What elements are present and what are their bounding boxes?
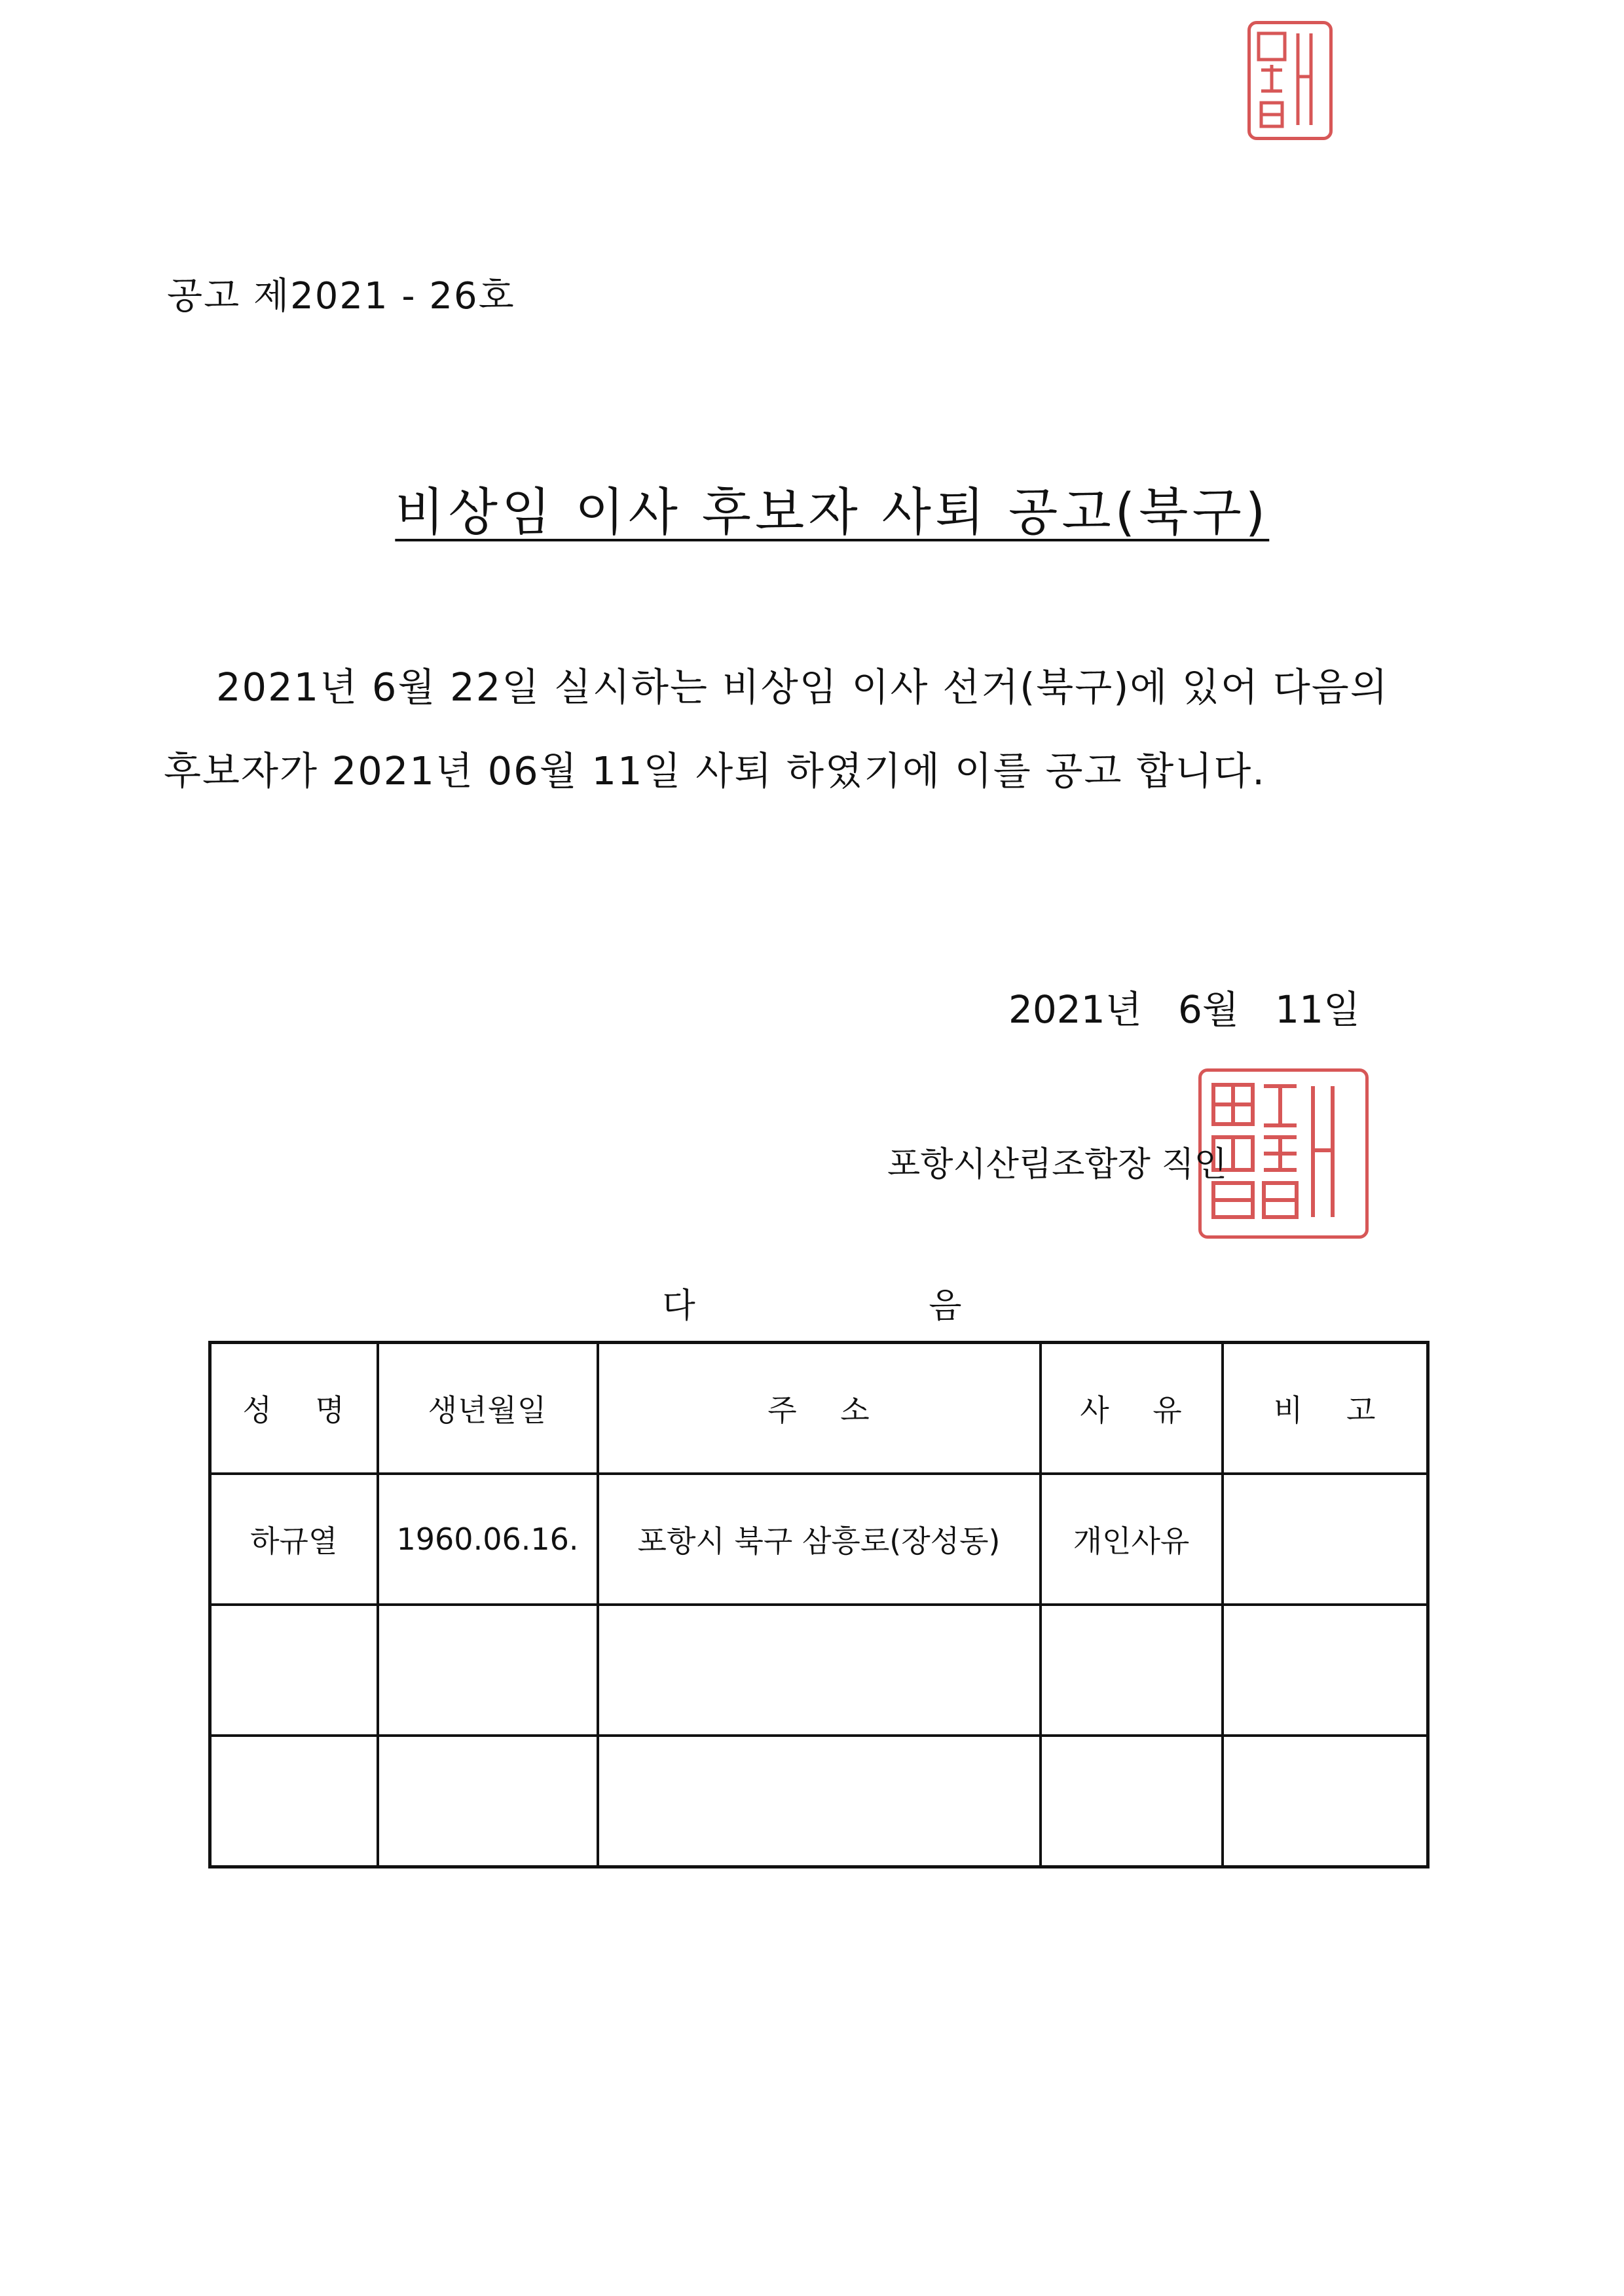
header-address: 주 소	[598, 1343, 1041, 1474]
issue-date: 2021년 6월 11일	[1008, 987, 1361, 1032]
table-row	[210, 1605, 1428, 1736]
cell-remarks	[1223, 1605, 1428, 1736]
cell-birthdate	[378, 1605, 598, 1736]
body-text-line-1: 2021년 6월 22일 실시하는 비상임 이사 선거(북구)에 있어 다음의	[216, 665, 1389, 710]
header-reason: 사 유	[1041, 1343, 1223, 1474]
table-header-row	[210, 1343, 1428, 1474]
seal-top-stamp	[1247, 21, 1333, 140]
cell-name	[210, 1605, 378, 1736]
section-heading: 다 음	[662, 1286, 962, 1326]
cell-address	[598, 1736, 1041, 1867]
body-text-line-2: 후보자가 2021년 06월 11일 사퇴 하였기에 이를 공고 합니다.	[164, 748, 1266, 793]
cell-name	[210, 1736, 378, 1867]
cell-reason	[1041, 1605, 1223, 1736]
issuer-signature: 포항시산림조합장 직인	[887, 1145, 1227, 1184]
document-title-text: 비상임 이사 후보자 사퇴 공고(북구)	[395, 483, 1270, 542]
header-remarks: 비 고	[1223, 1343, 1428, 1474]
cell-reason	[1041, 1736, 1223, 1867]
cell-birthdate	[378, 1736, 598, 1867]
table-row	[210, 1736, 1428, 1867]
seal-top-glyphs	[1251, 24, 1329, 137]
header-birthdate: 생년월일	[378, 1343, 598, 1474]
cell-address	[598, 1605, 1041, 1736]
cell-reason: 개인사유	[1041, 1474, 1223, 1605]
cell-address: 포항시 북구 삼흥로(장성동)	[598, 1474, 1041, 1605]
header-name: 성 명	[210, 1343, 378, 1474]
cell-birthdate: 1960.06.16.	[378, 1474, 598, 1605]
notice-number: 공고 제2021 - 26호	[167, 275, 515, 318]
candidate-table	[208, 1341, 1430, 1868]
cell-name: 하규열	[210, 1474, 378, 1605]
cell-remarks	[1223, 1736, 1428, 1867]
document-title	[0, 412, 1624, 545]
cell-remarks	[1223, 1474, 1428, 1605]
table-row	[210, 1474, 1428, 1605]
